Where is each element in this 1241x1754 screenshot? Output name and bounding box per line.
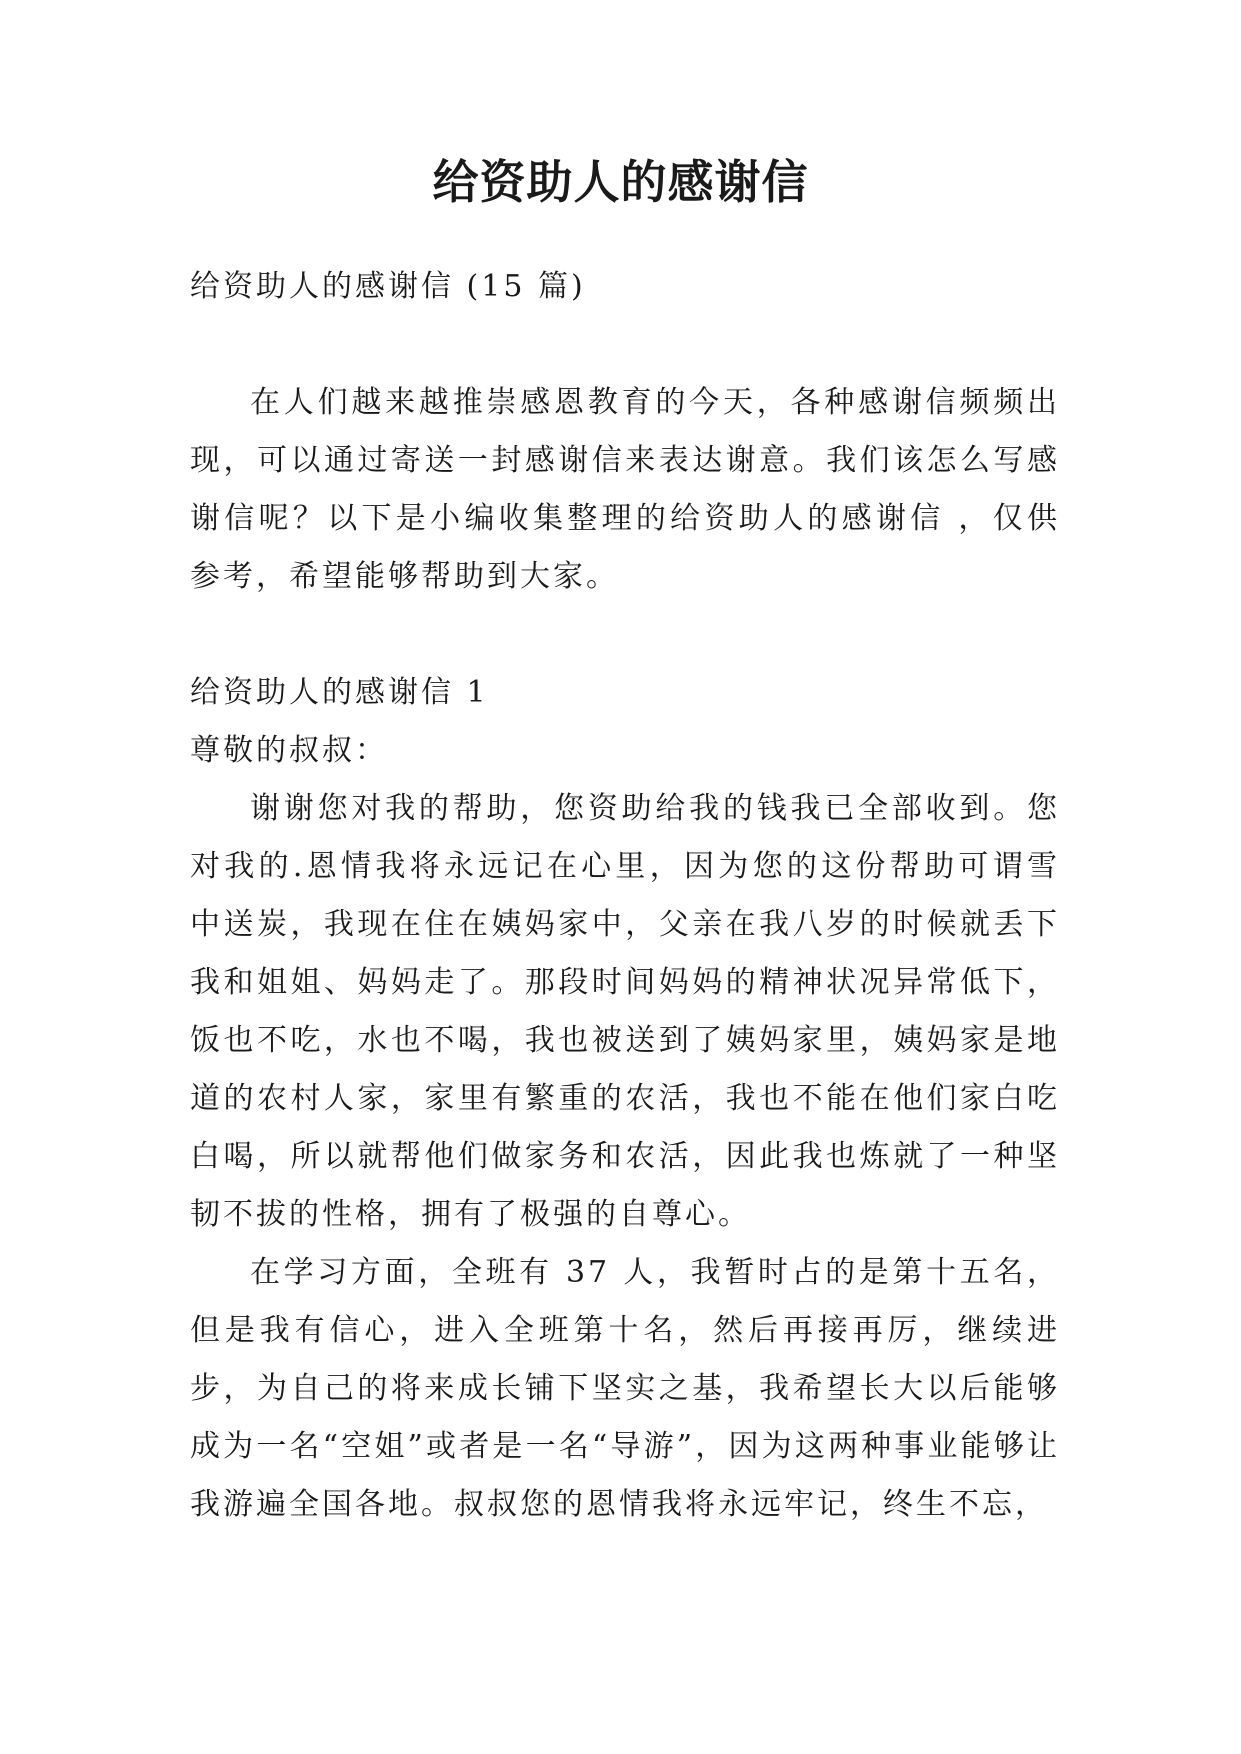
letter-paragraph: 谢谢您对我的帮助，您资助给我的钱我已全部收到。您对我的.恩情我将永远记在心里，因为您的这份帮助可谓雪中送炭，我现在住在姨妈家中，父亲在我八岁的时候就丢下我和姐姐、妈妈走了。那段时间妈妈的精神状况异常低下，饭也不吃，水也不喝，我也被送到了姨妈家里，姨妈家是地道的农村人家，家里有繁重的农活，我也不能在他们家白吃白喝，所以就帮他们做家务和农活，因此我也炼就了一种坚韧不拔的性格，拥有了极强的自尊心。 bbox=[190, 791, 1060, 1232]
document-title: 给资助人的感谢信 bbox=[432, 155, 809, 209]
letter-paragraph: 在学习方面，全班有 37 人，我暂时占的是第十五名，但是我有信心，进入全班第十名，然后再接再厉，继续进步，为自己的将来成长铺下坚实之基，我希望长大以后能够成为一名“空姐”或者是一名“导游”，因为这两种事业能够让我游遍全国各地。叔叔您的恩情我将永远牢记，终生不忘， bbox=[190, 1255, 1060, 1522]
intro-paragraph: 在人们越来越推崇感恩教育的今天，各种感谢信频频出现，可以通过寄送一封感谢信来表达谢意。我们该怎么写感谢信呢？以下是小编收集整理的给资助人的感谢信 ，仅供参考，希望能够帮助到大家。 bbox=[190, 385, 1060, 594]
letter-heading: 给资助人的感谢信 1 bbox=[190, 675, 489, 710]
letter-salutation: 尊敬的叔叔： bbox=[190, 733, 388, 768]
document-subtitle: 给资助人的感谢信 (15 篇) bbox=[190, 269, 586, 304]
document-body bbox=[190, 258, 1060, 1534]
